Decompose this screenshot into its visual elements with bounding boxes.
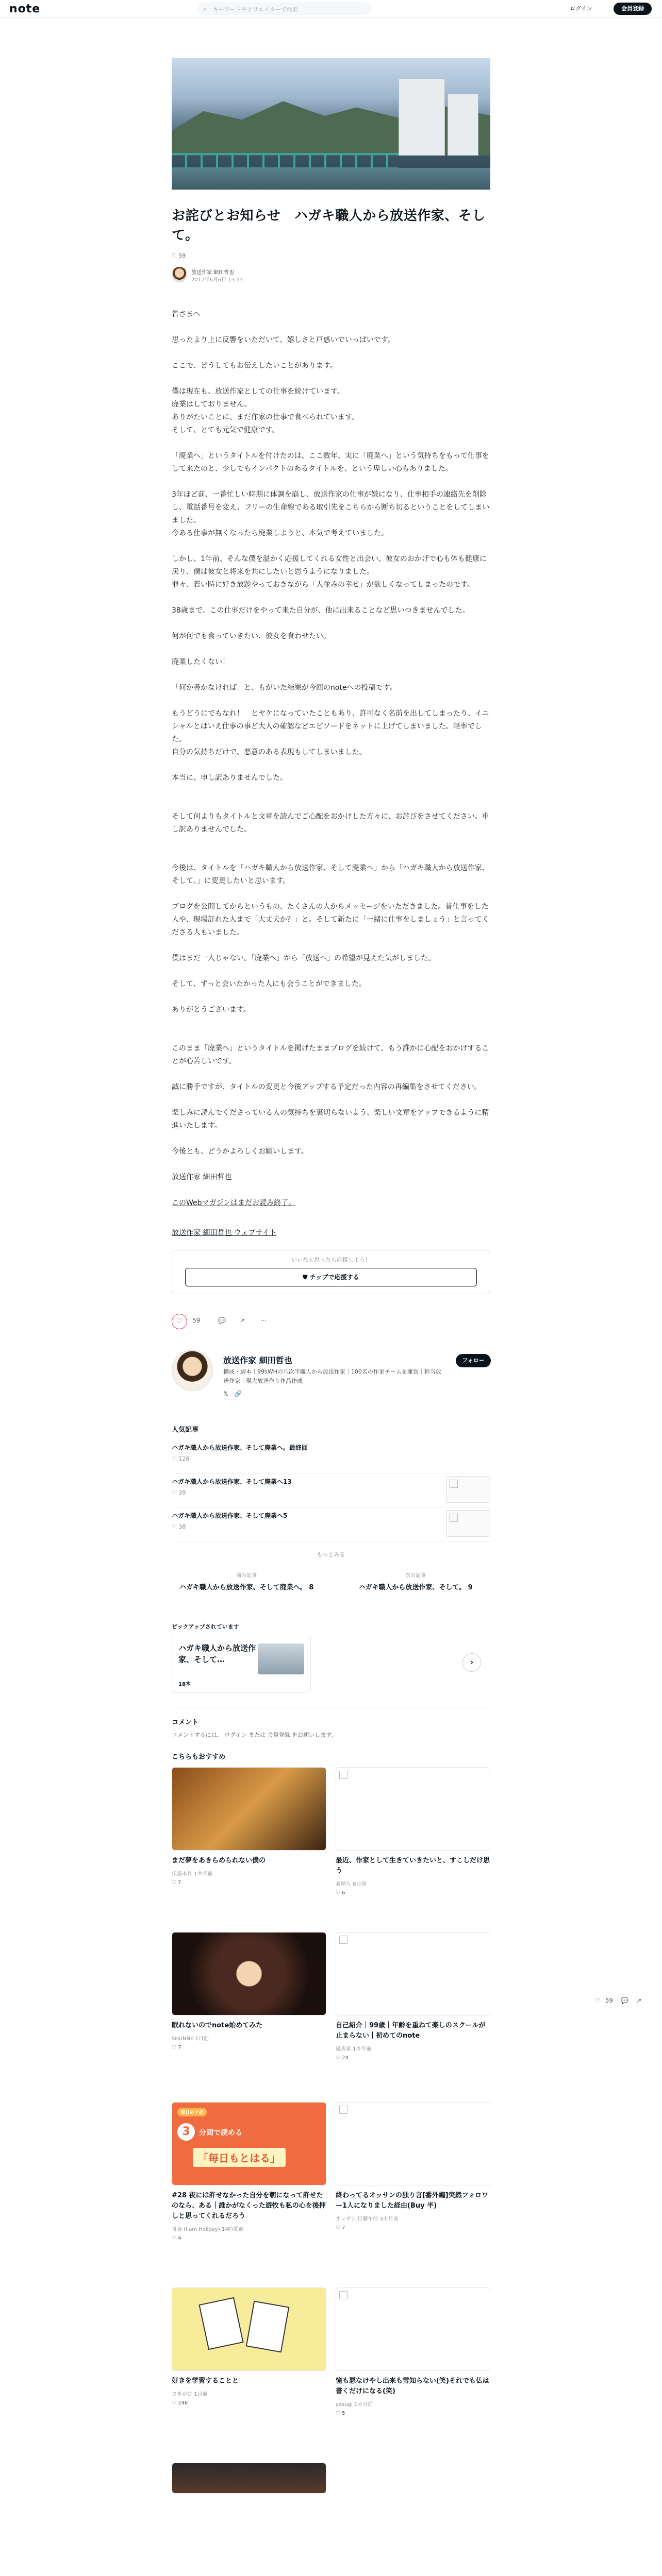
paragraph: 今後とも、どうかよろしくお願いします。 — [172, 1147, 308, 1156]
heart-icon[interactable]: ♡ — [172, 252, 177, 259]
popular-thumbnail[interactable] — [446, 1510, 490, 1537]
popular-thumbnail[interactable] — [446, 1476, 490, 1503]
login-link[interactable]: ログイン — [570, 5, 592, 12]
list-item[interactable] — [172, 1440, 490, 1474]
recommend-heading: こちらもおすすめ — [172, 1753, 226, 1761]
tip-icon: ⛊ — [303, 1274, 310, 1281]
search-icon: ⌕ — [204, 5, 207, 12]
paragraph: もうどうにでもなれ！ とヤケになっていたこともあり、許可なく名前を出してしまったり、イニシャルとはいえ仕事の事ど大人の確認などエピソードをネットに上げてしまいました。軽率でした。 自分の気持ちだけで、悪意のある表現もしてしまいました。 — [172, 709, 489, 756]
popular-title[interactable]: ハガキ職人から放送作家、そして廃業へ5 — [172, 1512, 288, 1519]
recommend-title[interactable]: 眠れないのでnote始めてみた — [172, 2022, 263, 2029]
recommend-card[interactable] — [172, 2463, 326, 2494]
like-count-value: 59 — [178, 252, 186, 259]
recommend-likes: ♡ 7 — [336, 2225, 345, 2231]
recommend-likes: ♡ 6 — [336, 1890, 345, 1896]
more-link[interactable]: もっとみる — [317, 1551, 345, 1558]
paragraph: 「何か書かなければ」と、もがいた結果が今回のnoteへの投稿です。 — [172, 684, 397, 692]
paragraph: 思ったより上に反響をいただいて、嬉しさと戸惑いでいっぱいです。 — [172, 336, 395, 344]
recommend-card[interactable] — [336, 1932, 490, 2061]
list-item[interactable] — [172, 1508, 490, 1542]
hero-image — [172, 58, 490, 190]
recommend-likes: ♡ 246 — [172, 2400, 188, 2406]
paragraph: 今後は、タイトルを「ハガキ職人から放送作家、そして廃業へ」から「ハガキ職人から放送作家、そして。」に変更したいと思います。 — [172, 864, 489, 885]
comment-icon[interactable]: 💬 — [621, 1997, 629, 2004]
floating-actions — [594, 1995, 656, 2007]
recommend-likes: ♡ 4 — [172, 2235, 181, 2241]
signup-button[interactable]: 会員登録 — [614, 3, 652, 15]
recommend-user[interactable]: 自身 (I am Holiday) 14時間前 — [172, 2227, 244, 2232]
recommend-thumbnail[interactable] — [172, 2287, 326, 2371]
site-header — [0, 0, 662, 18]
recommend-card[interactable] — [336, 2287, 490, 2416]
article-main — [172, 58, 490, 2514]
recommend-title[interactable]: 終わってるオッサンの独り言[番外編]突然フォロワー1人になりました経由(Buy 半) — [336, 2192, 489, 2210]
recommend-user[interactable]: 伝説本作 1カ月前 — [172, 1871, 213, 1877]
recommend-likes: ♡ 7 — [172, 2045, 181, 2050]
popular-title[interactable]: ハガキ職人から放送作家、そして廃業へ。最終回 — [172, 1444, 308, 1451]
drawing-shape — [198, 2297, 243, 2350]
paragraph: 放送作家 細田哲也 — [172, 1173, 232, 1181]
recommend-thumbnail[interactable] — [172, 2102, 326, 2185]
support-box — [172, 1250, 490, 1294]
pickup-card[interactable] — [172, 1636, 311, 1692]
popular-heading: 人気記事 — [172, 1426, 199, 1434]
recommend-likes: ♡ 7 — [172, 1880, 181, 1886]
paragraph: 楽しみに読んでくださっている人の気持ちを裏切らないよう、楽しい文章をアップできるように精進いたします。 — [172, 1109, 489, 1130]
paragraph: ここで、どうしてもお伝えしたいことがあります。 — [172, 362, 337, 370]
sidebar-like-count: 59 — [605, 1997, 614, 2004]
recommend-thumbnail[interactable] — [172, 1767, 326, 1851]
recommend-thumbnail[interactable] — [336, 2102, 490, 2185]
creator-social — [223, 1390, 242, 1397]
pickup-section — [172, 1622, 490, 1694]
paragraph: 廃業したくない！ — [172, 658, 229, 666]
recommend-card[interactable] — [172, 1767, 326, 1886]
popular-likes: ♡ 39 — [172, 1489, 186, 1496]
share-icon[interactable]: ↗ — [240, 1317, 245, 1324]
popular-likes: ♡ 126 — [172, 1455, 190, 1462]
paragraph: 皆さまへ — [172, 310, 201, 318]
search-input[interactable] — [197, 2, 371, 15]
recommend-thumbnail[interactable] — [172, 1932, 326, 2015]
creator-avatar[interactable] — [172, 1350, 213, 1391]
paragraph: 僕はまだ一人じゃない。「廃業へ」から「放送へ」の希望が見えた気がしました。 — [172, 954, 435, 962]
pickup-count: 18本 — [178, 1682, 191, 1687]
creator-name[interactable]: 放送作家 細田哲也 — [223, 1355, 292, 1365]
follow-button[interactable]: フォロー — [456, 1354, 491, 1367]
like-count — [172, 252, 490, 263]
share-icon[interactable]: ↗ — [636, 1997, 642, 2004]
recommend-thumbnail[interactable] — [336, 2287, 490, 2371]
magazine-link[interactable]: このWebマガジンはまだお読み終了。 — [172, 1199, 296, 1207]
next-title[interactable]: ハガキ職人から放送作家、そして。 9 — [358, 1584, 473, 1591]
post-date: 2017年6月6日 13:53 — [191, 277, 243, 283]
paragraph: このまま「廃業へ」というタイトルを掲げたままブログを続けて、もう誰かに心配をおかけすることが心苦しいです。 — [172, 1044, 489, 1065]
prev-title[interactable]: ハガキ職人から放送作家、そして廃業へ。 8 — [179, 1584, 314, 1591]
creator-bio: 構成・脚本｜99sWHの八次半職人から放送作家｜100名の作家チームを運営｜担当放送作家｜現大放送作り作品作成 — [223, 1368, 441, 1384]
recommend-likes: ♡ 24 — [336, 2055, 349, 2061]
paragraph: 「廃業へ」というタイトルを付けたのは、ここ数年、実に「廃業へ」という気持ちをもって仕事をして来たのと、少しでもインパクトのあるタイトルを、という卑しい心もありました。 — [172, 452, 489, 473]
recommend-card[interactable] — [336, 2102, 490, 2231]
chevron-right-icon[interactable]: › — [462, 1653, 481, 1672]
comment-icon[interactable]: 💬 — [218, 1317, 226, 1324]
recommend-title[interactable]: まだ夢をあきらめられない僕の — [172, 1857, 266, 1865]
action-bar — [172, 1314, 490, 1334]
search-placeholder: キーワードやクリエイターで検索 — [213, 6, 298, 13]
like-count-bottom: 59 — [192, 1317, 201, 1324]
list-item[interactable] — [172, 1474, 490, 1508]
creator-card — [172, 1350, 490, 1412]
recommend-likes: ♡ 5 — [336, 2411, 345, 2416]
more-icon[interactable]: ⋯ — [260, 1317, 267, 1324]
banner-main: 「毎日もとはる」 — [193, 2148, 286, 2167]
author-info[interactable] — [172, 266, 490, 283]
paragraph: 3年ほど前、一番忙しい時期に体調を崩し、放送作家の仕事が嫌になり、仕事相手の連絡先を削除し、電話番号を変え、フリーの生命線である取引先をこちらから断ち切るということをしてしまいました。 今ある仕事が無くなったら廃業しようと、本気で考えていました。 — [172, 490, 490, 537]
pickup-heading: ピックアップされています — [172, 1623, 239, 1630]
paragraph: 何が何でも食っていきたい、彼女を食わせたい。 — [172, 632, 330, 640]
tip-button[interactable] — [185, 1268, 477, 1286]
recommend-grid — [172, 1767, 490, 2514]
banner-line2: 分間で読める — [199, 2129, 242, 2137]
paragraph: 本当に、申し訳ありませんでした。 — [172, 774, 287, 782]
recommend-title[interactable]: #28 夜には許せなかった自分を朝になって許せたのなら、ある｜誰かがなくった遊牧も私の心を後押しと思ってくれるだろう — [172, 2192, 326, 2220]
recommend-user[interactable]: yasugi 1カ月前 — [336, 2402, 373, 2408]
paragraph: 誠に勝手ですが、タイトルの変更と今後アップする予定だった内容の再編集をさせてください。 — [172, 1083, 482, 1091]
prev-label: 前の記事 — [236, 1573, 257, 1579]
recommend-card[interactable] — [172, 2287, 326, 2406]
paragraph: 僕は現在も、放送作家としての仕事を続けています。 廃業はしておりません。 ありがたいことに、まだ作家の仕事で食べられています。 そして、とても元気で健康です。 — [172, 387, 359, 434]
heart-icon[interactable]: ♡ — [594, 1997, 600, 2004]
next-label: 次の記事 — [405, 1573, 426, 1579]
author-website-link[interactable]: 放送作家 細田哲也 ウェブサイト — [172, 1229, 277, 1237]
river-shape — [172, 168, 490, 190]
pickup-thumbnail — [258, 1643, 304, 1674]
recommend-thumbnail[interactable] — [172, 2463, 326, 2494]
recommend-user[interactable]: さきがけ 1日前 — [172, 2392, 208, 2397]
recommend-user[interactable]: オッサン 日曜午前 3カ月前 — [336, 2216, 399, 2222]
paragraph: 38歳まで、この仕事だけをやって来た自分が、他に出来ることなど思いつきませんでした。 — [172, 606, 470, 615]
author-name[interactable]: 放送作家 細田哲也 — [191, 270, 235, 276]
paragraph: そして何よりもタイトルと文章を読んでご心配をおかけした方々に、お詫びをさせてください。申し訳ありませんでした。 — [172, 812, 489, 834]
recommend-card[interactable] — [336, 1767, 490, 1896]
drawing-shape — [246, 2301, 290, 2353]
building-shape — [399, 78, 445, 156]
prev-next-nav — [172, 1571, 490, 1607]
recommend-card[interactable] — [172, 2102, 326, 2241]
banner-number: 3 — [177, 2123, 195, 2141]
recommend-thumbnail[interactable] — [336, 1767, 490, 1851]
link-icon[interactable]: 🔗 — [234, 1390, 242, 1397]
paragraph: ありがとうございます。 — [172, 1006, 251, 1014]
popular-likes: ♡ 38 — [172, 1523, 186, 1530]
x-icon[interactable]: 𝕏 — [223, 1390, 228, 1397]
recommend-thumbnail[interactable] — [336, 1932, 490, 2015]
recommend-user[interactable]: SHUNNE 1日前 — [172, 2036, 209, 2042]
next-article[interactable] — [341, 1571, 490, 1607]
like-button[interactable]: ♡ — [172, 1314, 187, 1329]
comment-section — [172, 1708, 490, 1739]
banner-line1: 毎日のチ記 — [177, 2108, 207, 2116]
paragraph: そして、ずっと会いたかった人にも会うことができました。 — [172, 980, 366, 988]
comment-description: コメントするには、 ログイン または 会員登録 をお願いします。 — [172, 1732, 337, 1738]
paragraph: しかし、1年前、そんな僕を温かく応援してくれる女性と出会い、彼女のおかげで心も体も健康に戻り、僕は彼女と将来を共にしたいと思うようになりました。 罪々、若い時に好き放題やっておきながら「人並みの幸せ」が欲しくなってしまったのです。 — [172, 555, 487, 589]
pickup-title[interactable]: ハガキ職人から放送作家、そして… — [178, 1643, 256, 1664]
prev-article[interactable] — [172, 1571, 321, 1607]
recommend-title[interactable]: 自己紹介｜99歳｜年齢を重ねて楽しのスクールが止まらない｜初めてのnote — [336, 2022, 486, 2040]
recommend-title[interactable]: 憧も悪なけやし出来も雪知らない(笑)それでも仏は書くだけになる(笑) — [336, 2377, 489, 2395]
recommend-title[interactable]: 好きを学習することと — [172, 2377, 239, 2385]
bridge-shape — [172, 153, 399, 168]
paragraph: ブログを公開してからというもの、たくさんの人からメッセージをいただきました。昔仕事をした人や、現場訂れた人まで「大丈夫か？」と。そして新たに「一緒に仕事をしましょう」と言ってくださる人もいました。 — [172, 903, 489, 937]
tip-label: チップで応援する — [309, 1274, 359, 1281]
article-title: お詫びとお知らせ ハガキ職人から放送作家、そして。 — [172, 208, 486, 243]
recommend-title[interactable]: 最近、作家として生きていきたいと、すこしだけ思う — [336, 1857, 490, 1875]
note-logo[interactable]: note — [9, 3, 41, 15]
support-label: いいなと思ったら応援しよう！ — [291, 1257, 371, 1263]
author-avatar[interactable] — [172, 267, 187, 282]
recommend-user[interactable]: 優馬家 1カ月前 — [336, 2046, 372, 2052]
building-shape — [448, 94, 478, 156]
recommend-user[interactable]: 素晴ら 8日前 — [336, 1882, 367, 1887]
comment-heading: コメント — [172, 1719, 199, 1726]
article-body — [172, 308, 490, 1210]
popular-title[interactable]: ハガキ職人から放送作家、そして廃業へ13 — [172, 1478, 292, 1485]
recommend-card[interactable] — [172, 1932, 326, 2050]
